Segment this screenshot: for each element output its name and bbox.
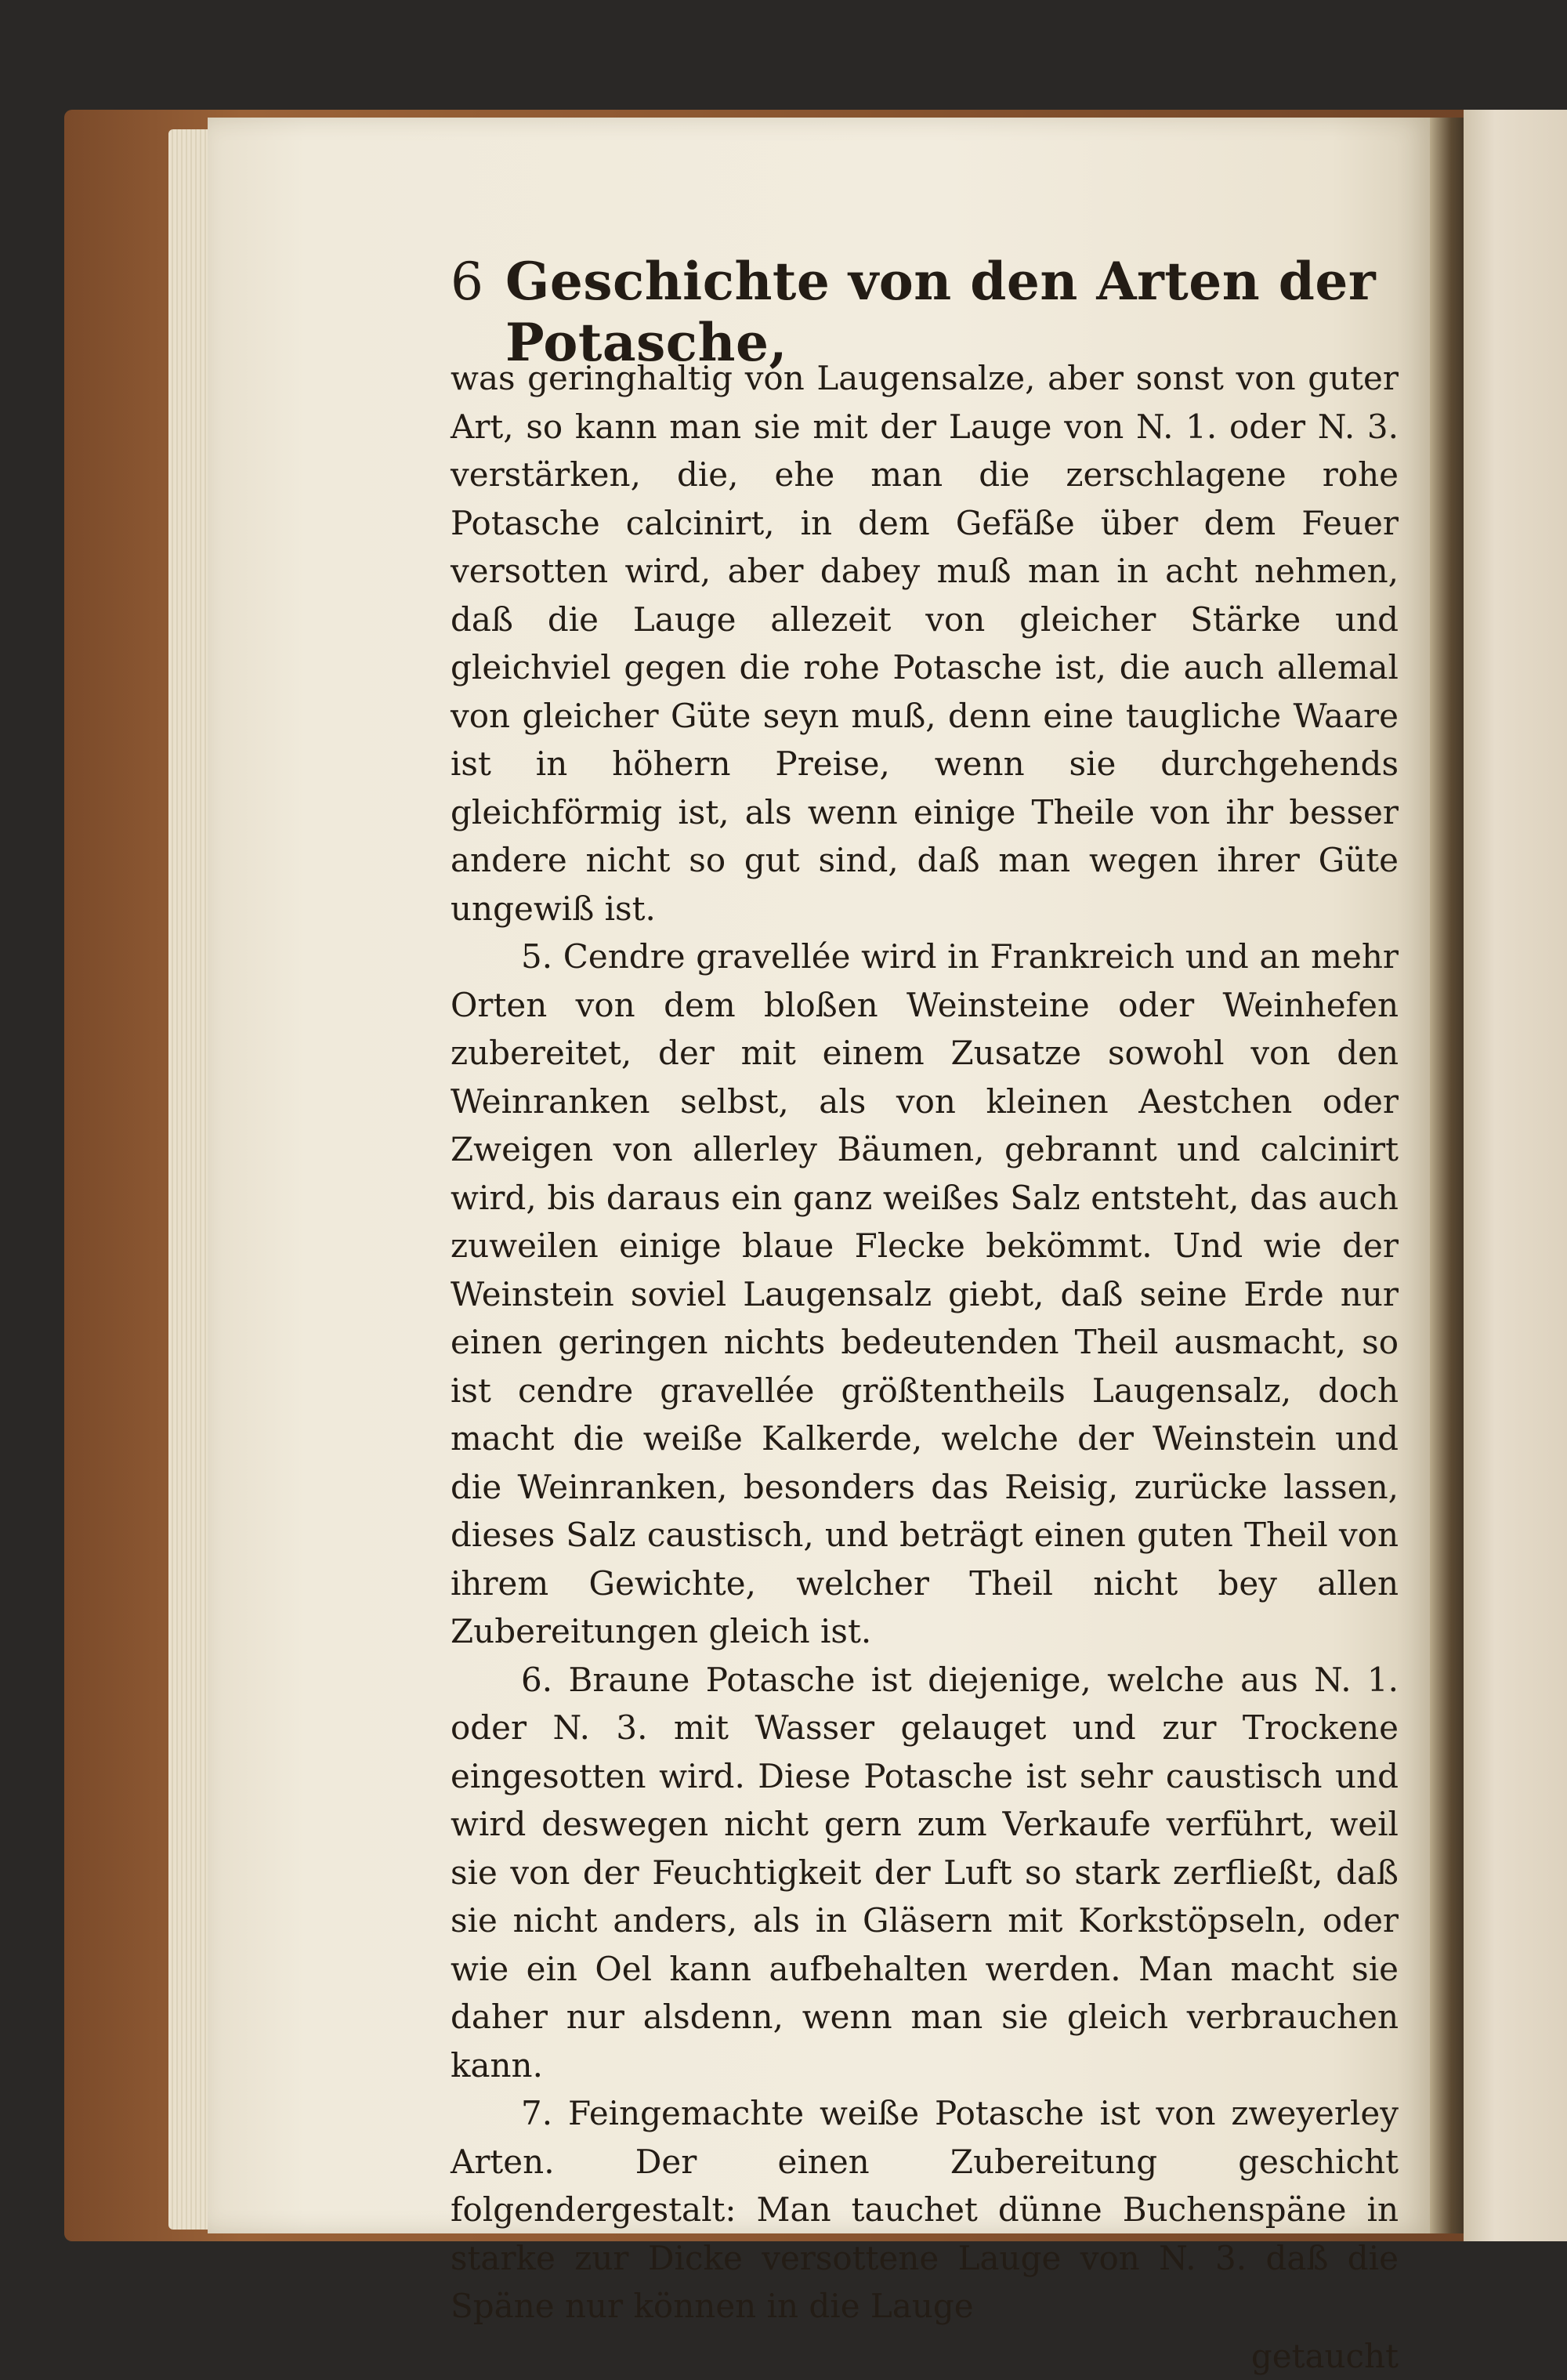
page-number: 6 [451,252,505,312]
page-header [451,251,1399,329]
running-title: Geschichte von den Arten der Potasche, [505,251,1399,373]
paragraph-number: 7. [521,2094,552,2132]
paragraph-text: Feingemachte weiße Potasche ist von zweyerley Arten. Der einen Zubereitung geschicht folgendergestalt: Man tauchet dünne Buchenspäne in starke zur Dicke versottene Lauge von N. 3. daß die Späne nur können in die Lauge [451,2094,1399,2325]
paragraph-5 [451,933,1399,1656]
paragraph-text: was geringhaltig von Laugensalze, aber sonst von guter Art, so kann man sie mit der Lauge von N. 1. oder N. 3. verstärken, die, ehe man die zerschlagene rohe Potasche calcinirt, in dem Gefäße über dem Feuer versotten wird, aber dabey muß man in acht nehmen, daß die Lauge allezeit von gleicher Stärke und gleichviel gegen die rohe Potasche ist, die auch allemal von gleicher Güte seyn muß, denn eine taugliche Waare ist in höhern Preise, wenn sie durchgehends gleichförmig ist, als wenn einige Theile von ihr besser andere nicht so gut sind, daß man wegen ihrer Güte ungewiß ist. [451,359,1399,928]
paragraph-continued [451,354,1399,933]
paragraph-number: 5. [521,937,552,976]
paragraph-number: 6. [521,1661,552,1699]
page-text [451,251,1399,2380]
paragraph-text: Cendre gravellée wird in Frankreich und an mehr Orten von dem bloßen Weinsteine oder Weinhefen zubereitet, der mit einem Zusatze sowohl von den Weinranken selbst, als von kleinen Aestchen oder Zweigen von allerley Bäumen, gebrannt und calcinirt wird, bis daraus ein ganz weißes Salz entsteht, das auch zuweilen einige blaue Flecke bekömmt. Und wie der Weinstein soviel Laugensalz giebt, daß seine Erde nur einen geringen nichts bedeutenden Theil ausmacht, so ist cendre gravellée größtentheils Laugensalz, doch macht die weiße Kalkerde, welche der Weinstein und die Weinranken, besonders das Reisig, zurücke lassen, dieses Salz caustisch, und beträgt einen guten Theil von ihrem Gewichte, welcher Theil nicht bey allen Zubereitungen gleich ist. [451,937,1399,1650]
adjacent-page [1464,110,1567,2241]
paragraph-text: Braune Potasche ist diejenige, welche aus N. 1. oder N. 3. mit Wasser gelauget und zur Trockene eingesotten wird. Diese Potasche ist sehr caustisch und wird deswegen nicht gern zum Verkaufe verführt, weil sie von der Feuchtigkeit der Luft so stark zerfließt, daß sie nicht anders, als in Gläsern mit Korkstöpseln, oder wie ein Oel kann aufbehalten werden. Man macht sie daher nur alsdenn, wenn man sie gleich verbrauchen kann. [451,1661,1399,2085]
body-text [451,354,1399,2331]
paragraph-7 [451,2089,1399,2331]
catchword: getaucht [451,2332,1399,2380]
paragraph-6 [451,1656,1399,2090]
